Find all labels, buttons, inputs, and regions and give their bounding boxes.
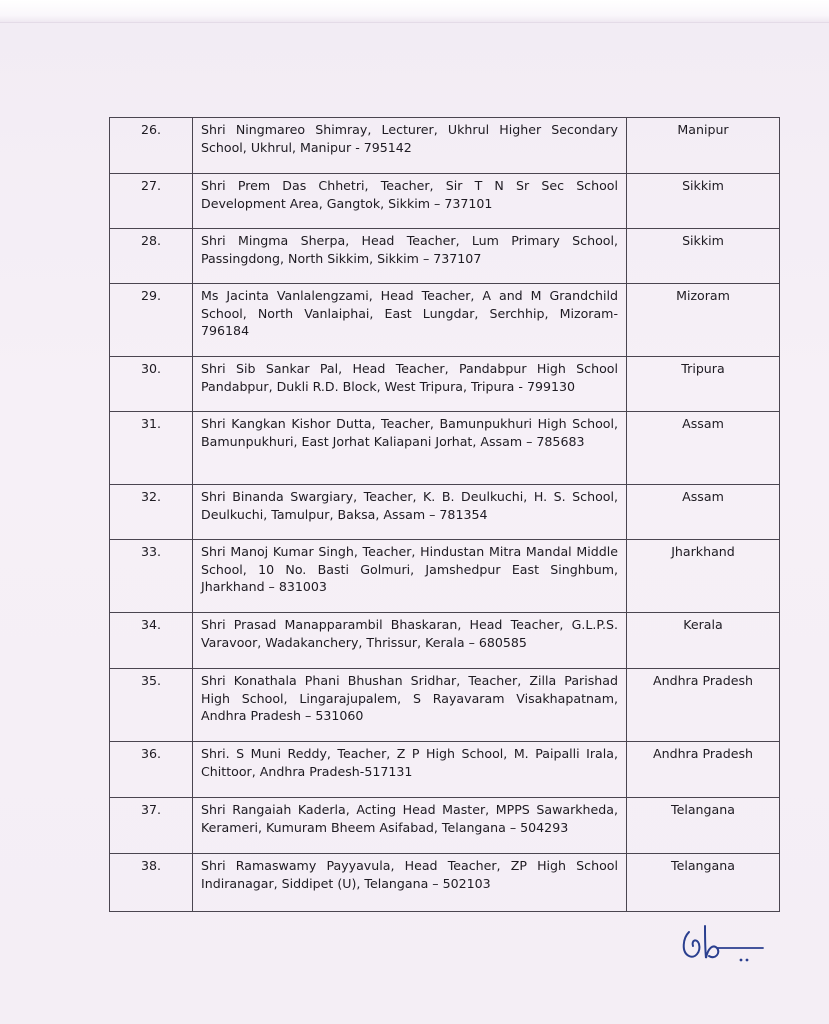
serial-number: 32. (110, 485, 193, 540)
table-row (110, 485, 780, 540)
serial-number: 36. (110, 742, 193, 798)
table-row (110, 613, 780, 669)
serial-number: 27. (110, 174, 193, 229)
state-name: Kerala (627, 613, 780, 669)
awardee-details: Shri Ramaswamy Payyavula, Head Teacher, ZP High School Indiranagar, Siddipet (U), Telangana – 502103 (193, 854, 627, 912)
state-name: Andhra Pradesh (627, 742, 780, 798)
serial-number: 34. (110, 613, 193, 669)
table-row (110, 229, 780, 284)
table-row (110, 854, 780, 912)
awardee-details: Shri Prem Das Chhetri, Teacher, Sir T N Sr Sec School Development Area, Gangtok, Sikkim – 737101 (193, 174, 627, 229)
serial-number: 26. (110, 118, 193, 174)
serial-number: 29. (110, 284, 193, 357)
awardee-details: Shri Prasad Manapparambil Bhaskaran, Head Teacher, G.L.P.S. Varavoor, Wadakanchery, Thrissur, Kerala – 680585 (193, 613, 627, 669)
serial-number: 28. (110, 229, 193, 284)
state-name: Tripura (627, 357, 780, 412)
state-name: Telangana (627, 798, 780, 854)
awardee-details: Ms Jacinta Vanlalengzami, Head Teacher, A and M Grandchild School, North Vanlaiphai, East Lungdar, Serchhip, Mizoram-796184 (193, 284, 627, 357)
awardee-details: Shri. S Muni Reddy, Teacher, Z P High School, M. Paipalli Irala, Chittoor, Andhra Pradesh-517131 (193, 742, 627, 798)
table-row (110, 174, 780, 229)
serial-number: 38. (110, 854, 193, 912)
awardee-details: Shri Binanda Swargiary, Teacher, K. B. Deulkuchi, H. S. School, Deulkuchi, Tamulpur, Baksa, Assam – 781354 (193, 485, 627, 540)
table-row (110, 798, 780, 854)
awardee-details: Shri Mingma Sherpa, Head Teacher, Lum Primary School, Passingdong, North Sikkim, Sikkim – 737107 (193, 229, 627, 284)
table-row (110, 118, 780, 174)
table-row (110, 742, 780, 798)
state-name: Sikkim (627, 174, 780, 229)
awardee-details: Shri Rangaiah Kaderla, Acting Head Master, MPPS Sawarkheda, Kerameri, Kumuram Bheem Asifabad, Telangana – 504293 (193, 798, 627, 854)
table-row (110, 412, 780, 485)
state-name: Telangana (627, 854, 780, 912)
page-top-edge (0, 0, 829, 23)
state-name: Assam (627, 412, 780, 485)
serial-number: 35. (110, 669, 193, 742)
state-name: Assam (627, 485, 780, 540)
awardee-details: Shri Manoj Kumar Singh, Teacher, Hindustan Mitra Mandal Middle School, 10 No. Basti Golmuri, Jamshedpur East Singhbum, Jharkhand – 831003 (193, 540, 627, 613)
state-name: Jharkhand (627, 540, 780, 613)
state-name: Andhra Pradesh (627, 669, 780, 742)
awardee-table (109, 117, 780, 912)
state-name: Sikkim (627, 229, 780, 284)
table-row (110, 540, 780, 613)
serial-number: 37. (110, 798, 193, 854)
awardee-table-body (110, 118, 780, 912)
awardee-details: Shri Konathala Phani Bhushan Sridhar, Teacher, Zilla Parishad High School, Lingarajupalem, S Rayavaram Visakhapatnam, Andhra Pradesh – 531060 (193, 669, 627, 742)
state-name: Manipur (627, 118, 780, 174)
table-row (110, 357, 780, 412)
awardee-details: Shri Sib Sankar Pal, Head Teacher, Pandabpur High School Pandabpur, Dukli R.D. Block, West Tripura, Tripura - 799130 (193, 357, 627, 412)
serial-number: 33. (110, 540, 193, 613)
state-name: Mizoram (627, 284, 780, 357)
awardee-details: Shri Ningmareo Shimray, Lecturer, Ukhrul Higher Secondary School, Ukhrul, Manipur - 795142 (193, 118, 627, 174)
table-row (110, 669, 780, 742)
awardee-details: Shri Kangkan Kishor Dutta, Teacher, Bamunpukhuri High School, Bamunpukhuri, East Jorhat Kaliapani Jorhat, Assam – 785683 (193, 412, 627, 485)
serial-number: 30. (110, 357, 193, 412)
signature-icon (675, 918, 775, 968)
table-row (110, 284, 780, 357)
serial-number: 31. (110, 412, 193, 485)
